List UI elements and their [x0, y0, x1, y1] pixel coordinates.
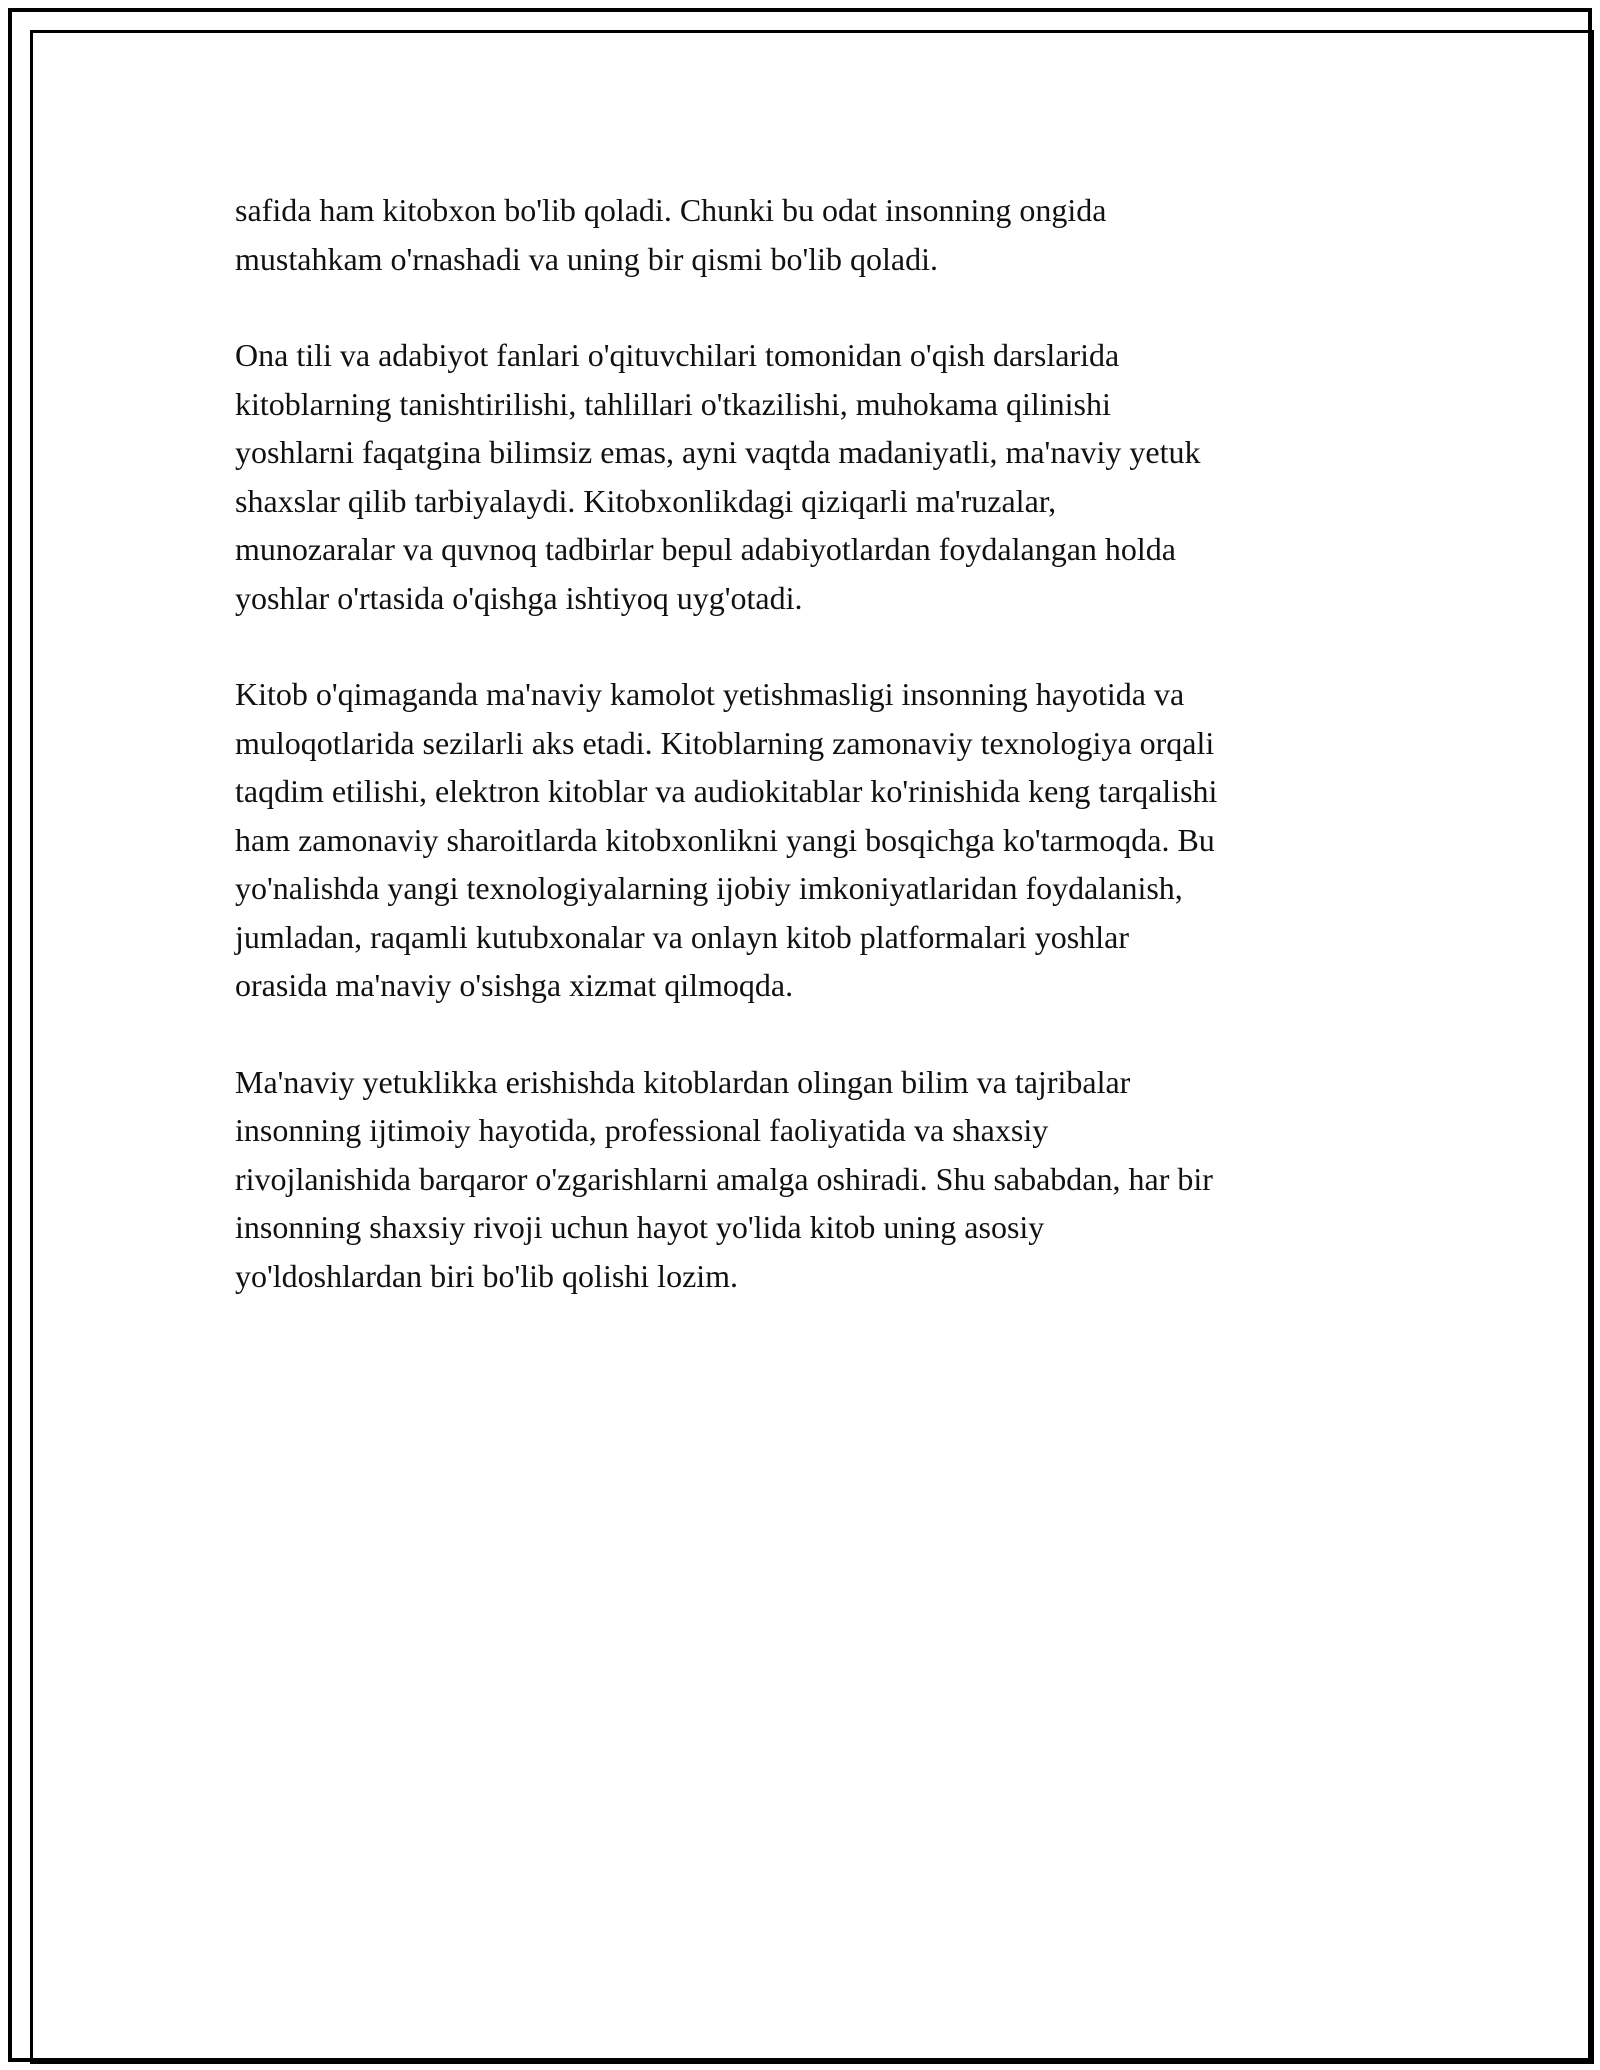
- paragraph-4: [235, 1058, 1375, 1301]
- text-line: yoshlar o'rtasida o'qishga ishtiyoq uyg'otadi.: [235, 579, 803, 616]
- text-line: safida ham kitobxon bo'lib qoladi. Chunki bu odat insonning ongida: [235, 192, 1107, 228]
- text-line: jumladan, raqamli kutubxonalar va onlayn kitob platformalari yoshlar: [235, 918, 1129, 955]
- text-line: taqdim etilishi, elektron kitoblar va audiokitablar ko'rinishida keng tarqalishi: [235, 773, 1218, 809]
- text-line: Ona tili va adabiyot fanlari o'qituvchilari tomonidan o'qish darslarida: [235, 337, 1120, 373]
- text-line: muloqotlarida sezilarli aks etadi. Kitoblarning zamonaviy texnologiya orqali: [235, 724, 1215, 761]
- text-line: yoshlarni faqatgina bilimsiz emas, ayni vaqtda madaniyatli, ma'naviy yetuk: [235, 434, 1201, 470]
- text-line: insonning shaxsiy rivoji uchun hayot yo'lida kitob uning asosiy: [235, 1209, 1045, 1245]
- text-line: rivojlanishida barqaror o'zgarishlarni amalga oshiradi. Shu sababdan, har bir: [235, 1160, 1213, 1197]
- paragraph-3: [235, 670, 1375, 1010]
- text-line: yo'ldoshlardan biri bo'lib qolishi lozim.: [235, 1257, 739, 1294]
- text-line: yo'nalishda yangi texnologiyalarning ijobiy imkoniyatlaridan foydalanish,: [235, 870, 1183, 906]
- text-line: kitoblarning tanishtirilishi, tahlillari o'tkazilishi, muhokama qilinishi: [235, 385, 1111, 422]
- text-line: munozaralar va quvnoq tadbirlar bepul adabiyotlardan foydalangan holda: [235, 531, 1176, 567]
- document-body: [235, 186, 1375, 1348]
- text-line: mustahkam o'rnashadi va uning bir qismi bo'lib qoladi.: [235, 240, 938, 277]
- paragraph-2: [235, 331, 1375, 622]
- text-line: insonning ijtimoiy hayotida, professional faoliyatida va shaxsiy: [235, 1112, 1049, 1148]
- text-line: orasida ma'naviy o'sishga xizmat qilmoqda.: [235, 967, 794, 1003]
- text-line: ham zamonaviy sharoitlarda kitobxonlikni yangi bosqichga ko'tarmoqda. Bu: [235, 821, 1215, 858]
- text-line: Ma'naviy yetuklikka erishishda kitoblardan olingan bilim va tajribalar: [235, 1063, 1131, 1100]
- text-line: Kitob o'qimaganda ma'naviy kamolot yetishmasligi insonning hayotida va: [235, 676, 1185, 712]
- text-line: shaxslar qilib tarbiyalaydi. Kitobxonlikdagi qiziqarli ma'ruzalar,: [235, 482, 1057, 519]
- paragraph-1: [235, 186, 1375, 283]
